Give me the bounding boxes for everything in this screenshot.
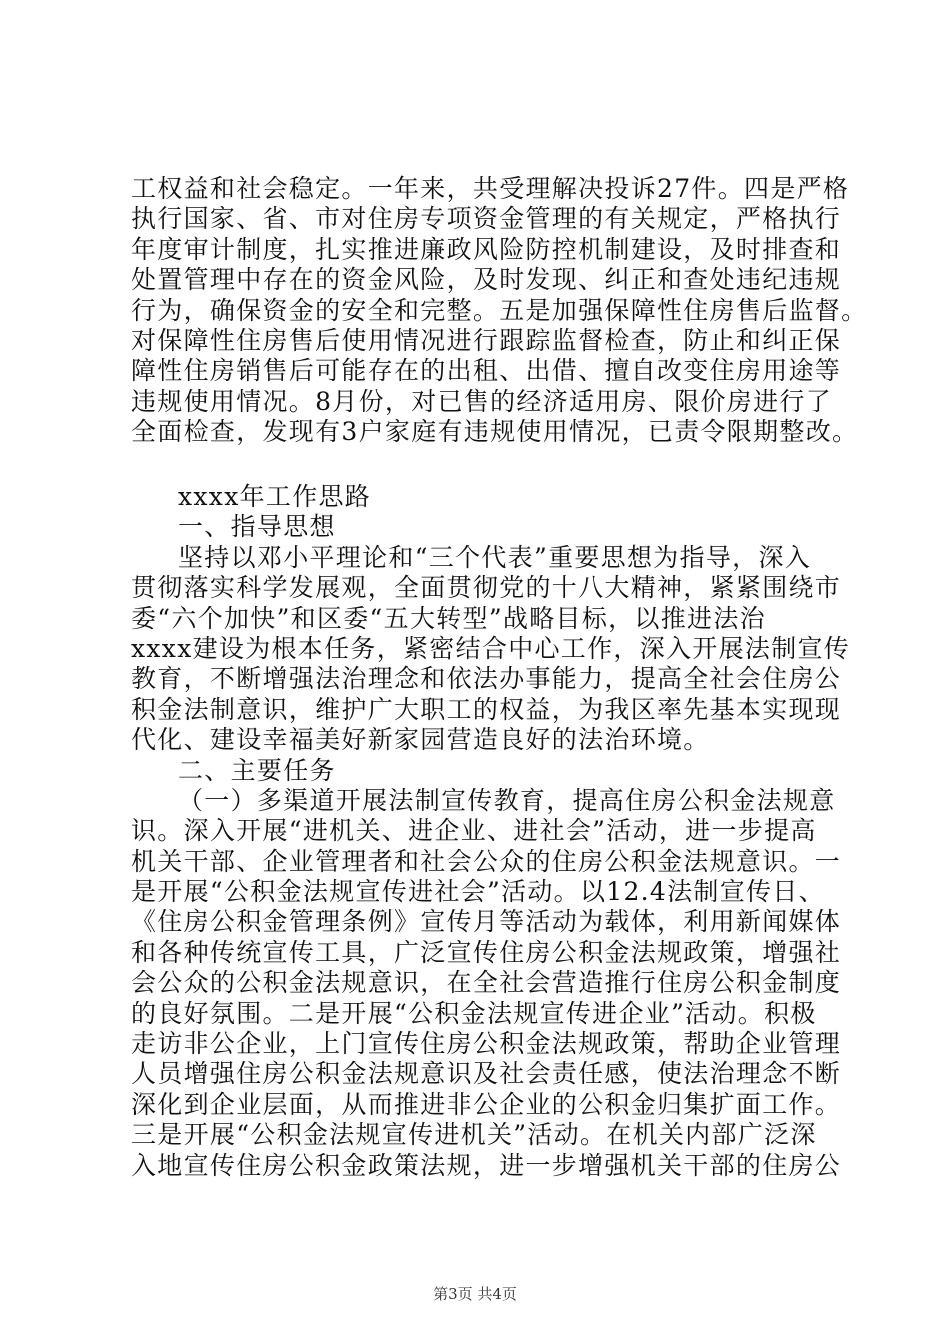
text-line: xxxx建设为根本任务，紧密结合中心工作，深入开展法制宣传 xyxy=(131,633,851,663)
section-heading: xxxx年工作思路 xyxy=(178,482,372,511)
text-line: 和各种传统宣传工具，广泛宣传住房公积金法规政策，增强社 xyxy=(131,937,842,967)
text-line: 是开展“公积金法规宣传进社会”活动。以12.4法制宣传日、 xyxy=(131,877,825,907)
text-line: 积金法制意识，维护广大职工的权益，为我区率先基本实现现 xyxy=(131,694,842,724)
text-line: 工权益和社会稳定。一年来，共受理解决投诉27件。四是严格 xyxy=(131,174,850,203)
text-line: 行为，确保资金的安全和完整。五是加强保障性住房售后监督。 xyxy=(131,295,868,325)
text-line: 会公众的公积金法规意识，在全社会营造推行住房公积金制度 xyxy=(131,968,842,998)
text-line: 违规使用情况。8月份，对已售的经济适用房、限价房进行了 xyxy=(131,386,833,416)
work-plan-section xyxy=(131,482,851,1181)
page-number-footer: 第3页 共4页 xyxy=(433,1285,517,1303)
text-line: 代化、建设幸福美好新家园营造良好的法治环境。 xyxy=(131,725,710,755)
text-line: 年度审计制度，扎实推进廉政风险防控机制建设，及时排查和 xyxy=(131,234,842,264)
text-line: 教育，不断增强法治理念和依法办事能力，提高全社会住房公 xyxy=(131,664,842,694)
text-line: 三是开展“公积金法规宣传进机关”活动。在机关内部广泛深 xyxy=(131,1120,817,1150)
text-line: 的良好氛围。二是开展“公积金法规宣传进企业”活动。积极 xyxy=(131,998,817,1028)
subsection-title-main-tasks: 二、主要任务 xyxy=(178,755,336,785)
text-line: 识。深入开展“进机关、进企业、进社会”活动，进一步提高 xyxy=(131,816,817,846)
text-line: 深化到企业层面，从而推进非公企业的公积金归集扩面工作。 xyxy=(131,1089,842,1119)
text-line: 走访非公企业，上门宣传住房公积金法规政策，帮助企业管理 xyxy=(131,1029,842,1059)
text-line: 对保障性住房售后使用情况进行跟踪监督检查，防止和纠正保 xyxy=(131,325,842,355)
text-line: 坚持以邓小平理论和“三个代表”重要思想为指导，深入 xyxy=(178,542,812,572)
text-line: 入地宣传住房公积金政策法规，进一步增强机关干部的住房公 xyxy=(131,1150,842,1180)
text-line: 全面检查，发现有3户家庭有违规使用情况，已责令限期整改。 xyxy=(131,417,859,447)
text-line: 机关干部、企业管理者和社会公众的住房公积金法规意识。一 xyxy=(131,846,842,876)
text-line: 障性住房销售后可能存在的出租、出借、擅自改变住房用途等 xyxy=(131,356,842,386)
paragraph-continued xyxy=(131,174,868,448)
text-line: 贯彻落实科学发展观，全面贯彻党的十八大精神，紧紧围绕市 xyxy=(131,573,842,603)
text-line: 处置管理中存在的资金风险，及时发现、纠正和查处违纪违规 xyxy=(131,265,842,295)
text-line: 委“六个加快”和区委“五大转型”战略目标，以推进法治 xyxy=(131,603,766,633)
text-line: 人员增强住房公积金法规意识及社会责任感，使法治理念不断 xyxy=(131,1059,842,1089)
text-line: （一）多渠道开展法制宣传教育，提高住房公积金法规意 xyxy=(178,785,836,815)
text-line: 《住房公积金管理条例》宣传月等活动为载体，利用新闻媒体 xyxy=(131,907,842,937)
text-line: 执行国家、省、市对住房专项资金管理的有关规定，严格执行 xyxy=(131,204,842,234)
subsection-title-guiding-thought: 一、指导思想 xyxy=(178,512,336,542)
